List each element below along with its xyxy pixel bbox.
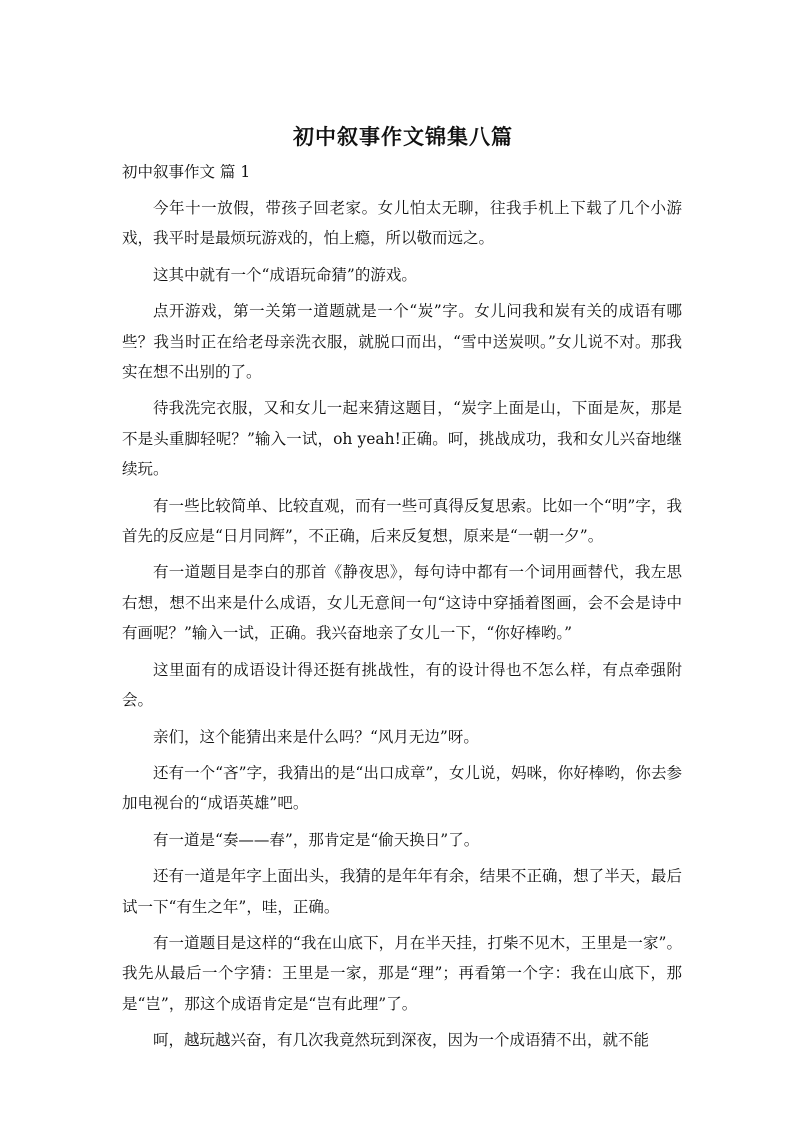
- paragraph: 有一道题目是这样的“我在山底下，月在半天挂，打柴不见木，王里是一家”。我先从最后一个字猜：王里是一家，那是“理”；再看第一个字：我在山底下，那是“岂”，那这个成语肯定是“岂有此理”了。: [122, 933, 682, 1013]
- paragraph: 有一道是“奏——春”，那肯定是“偷天换日”了。: [153, 830, 480, 849]
- paragraph: 有一道题目是李白的那首《静夜思》，每句诗中都有一个词用画替代，我左思右想，想不出来是什么成语，女儿无意间一句“这诗中穿插着图画，会不会是诗中有画呢？”输入一试，正确。我兴奋地亲了女儿一下，“你好棒哟。”: [122, 563, 682, 643]
- article-body: [122, 193, 682, 1056]
- paragraph: 这其中就有一个“成语玩命猜”的游戏。: [153, 265, 417, 284]
- paragraph: 还有一个“吝”字，我猜出的是“出口成章”，女儿说，妈咪，你好棒哟，你去参加电视台的“成语英雄”吧。: [122, 763, 682, 813]
- paragraph: 还有一道是年字上面出头，我猜的是年年有余，结果不正确，想了半天，最后试一下“有生之年”，哇，正确。: [122, 867, 682, 916]
- paragraph: 这里面有的成语设计得还挺有挑战性，有的设计得也不怎么样，有点牵强附会。: [122, 660, 682, 710]
- section-heading: 初中叙事作文 篇 1: [122, 163, 251, 181]
- paragraph: 今年十一放假，带孩子回老家。女儿怕太无聊，往我手机上下载了几个小游戏，我平时是最烦玩游戏的，怕上瘾，所以敬而远之。: [122, 199, 682, 248]
- paragraph: 点开游戏，第一关第一道题就是一个“炭”字。女儿问我和炭有关的成语有哪些？我当时正在给老母亲洗衣服，就脱口而出，“雪中送炭呗。”女儿说不对。那我实在想不出别的了。: [122, 302, 682, 382]
- paragraph: 待我洗完衣服，又和女儿一起来猜这题目，“炭字上面是山，下面是灰，那是不是头重脚轻呢？”输入一试，oh yeah!正确。呵，挑战成功，我和女儿兴奋地继续玩。: [122, 399, 682, 479]
- paragraph: 呵，越玩越兴奋，有几次我竟然玩到深夜，因为一个成语猜不出，就不能: [153, 1031, 650, 1050]
- document-title: 初中叙事作文锦集八篇: [293, 125, 513, 149]
- paragraph: 亲们，这个能猜出来是什么吗？“风月无边”呀。: [153, 727, 479, 746]
- paragraph: 有一些比较简单、比较直观，而有一些可真得反复思索。比如一个“明”字，我首先的反应是“日月同辉”，不正确，后来反复想，原来是“一朝一夕”。: [122, 496, 682, 546]
